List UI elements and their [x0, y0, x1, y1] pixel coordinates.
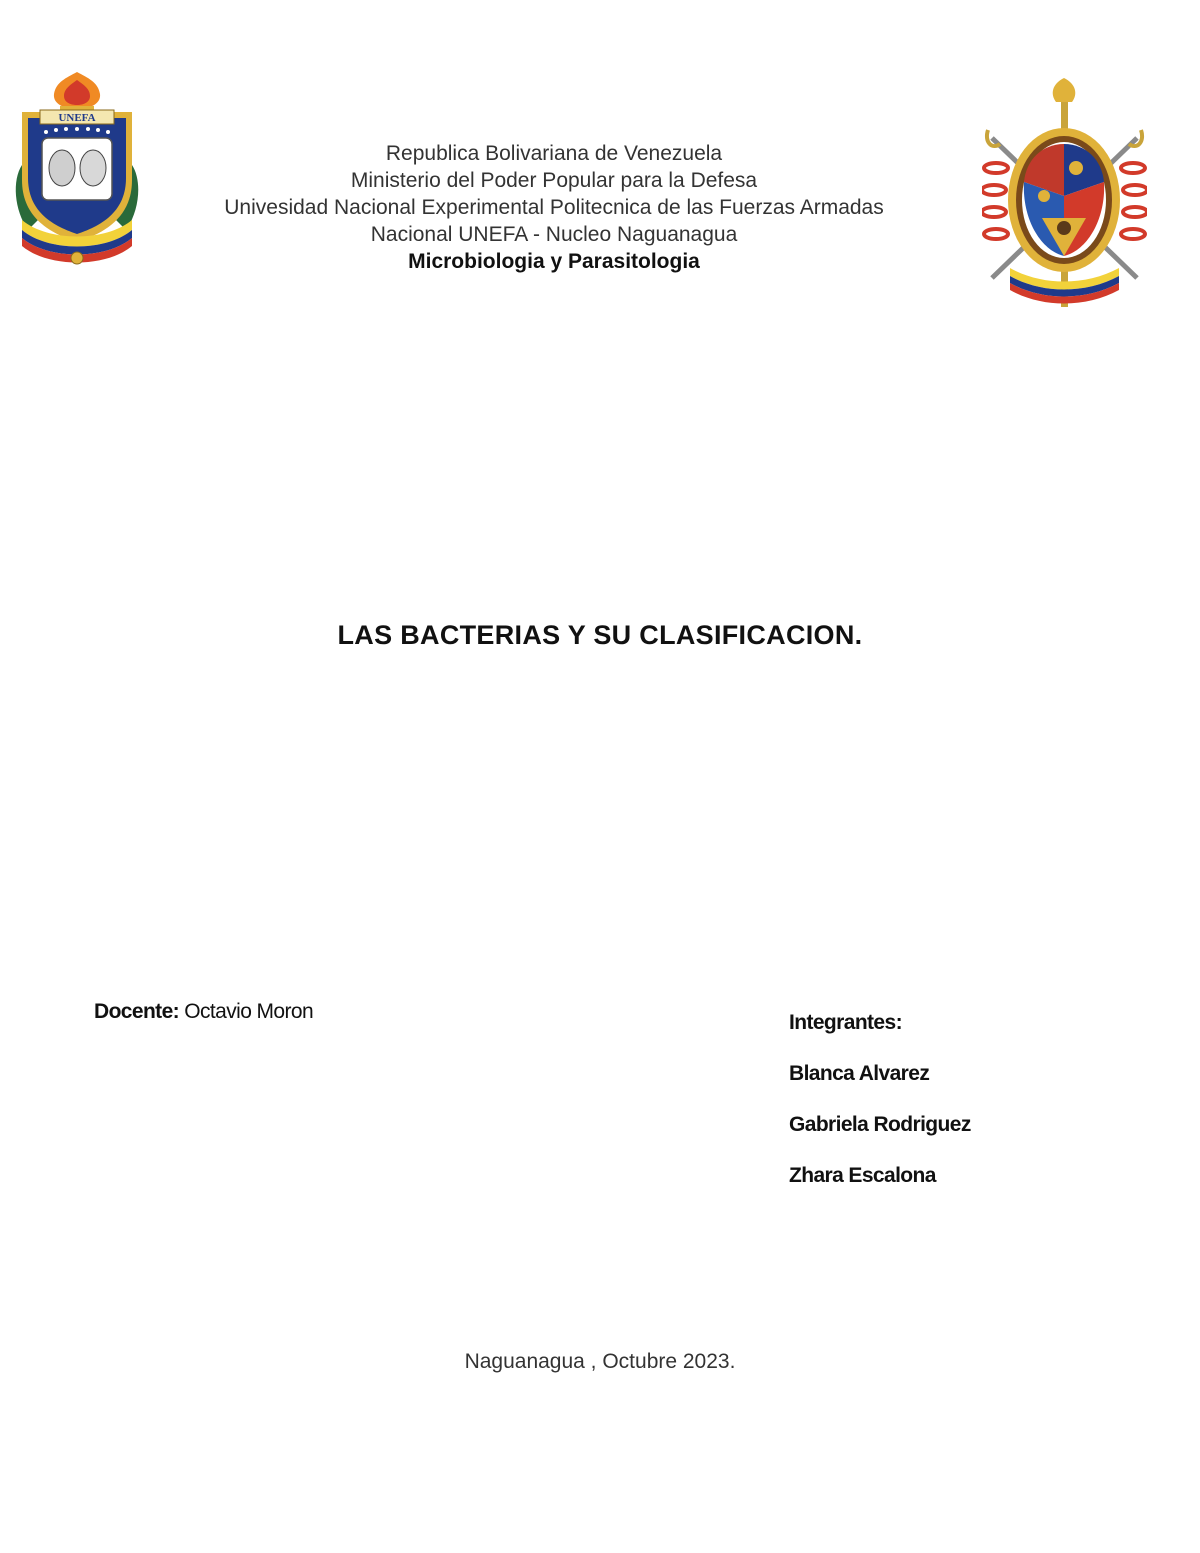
member-name: Gabriela Rodriguez: [789, 1113, 971, 1136]
document-title: LAS BACTERIAS Y SU CLASIFICACION.: [337, 620, 863, 650]
armed-forces-coat-of-arms-icon: [982, 78, 1147, 313]
unefa-crest-icon: [8, 70, 146, 270]
unefa-banner-text: UNEFA: [58, 112, 96, 124]
place-date-footer: Naguanagua , Octubre 2023.: [464, 1350, 736, 1373]
members-label: Integrantes:: [789, 1011, 902, 1034]
teacher-label: Docente:: [94, 1000, 180, 1023]
member-name: Blanca Alvarez: [789, 1062, 930, 1085]
members-list: [789, 1010, 971, 1214]
header-course: Microbiologia y Parasitologia: [408, 250, 700, 273]
header-campus: Nacional UNEFA - Nucleo Naguanagua: [370, 223, 738, 246]
institution-header: [150, 140, 958, 275]
teacher-name: Octavio Moron: [184, 1000, 314, 1023]
member-name: Zhara Escalona: [789, 1164, 936, 1187]
header-country: Republica Bolivariana de Venezuela: [385, 142, 723, 165]
header-university: Univesidad Nacional Experimental Politecnica de las Fuerzas Armadas: [224, 196, 884, 219]
teacher-info: [94, 1000, 313, 1024]
header-ministry: Ministerio del Poder Popular para la Defesa: [350, 169, 758, 192]
